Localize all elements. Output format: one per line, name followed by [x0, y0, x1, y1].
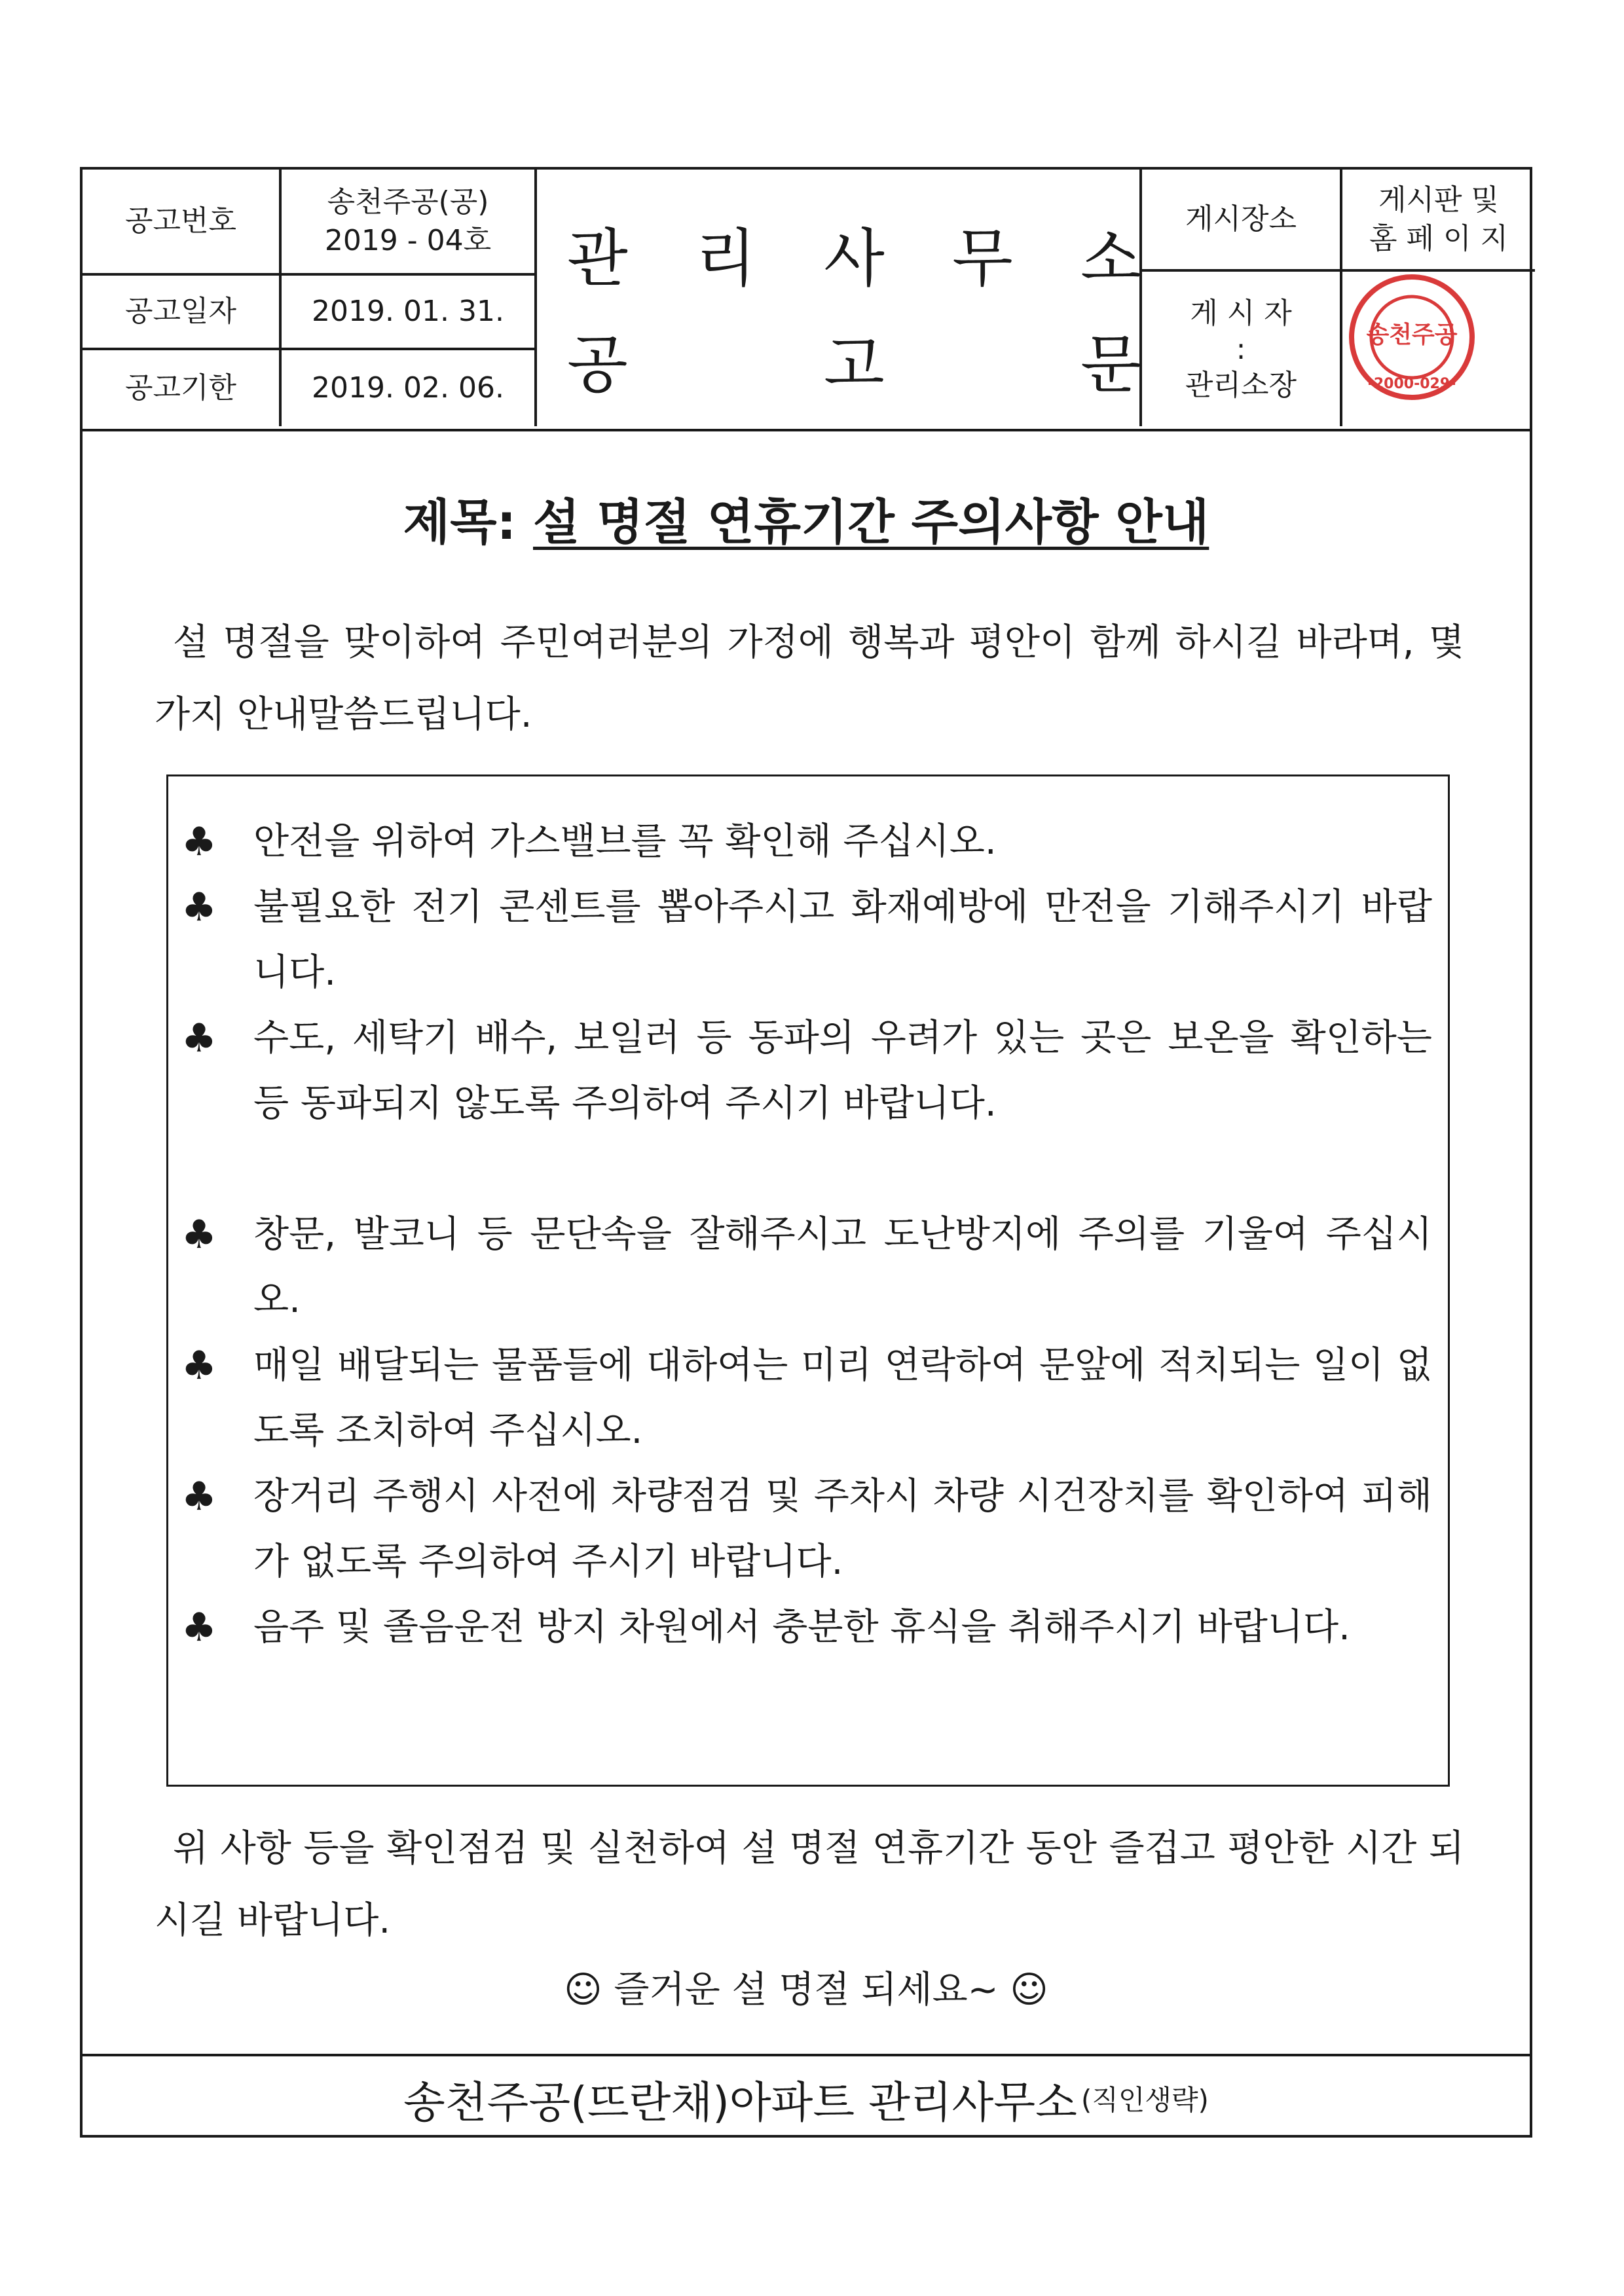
- post-place-line1: 게시판 및: [1378, 183, 1499, 217]
- list-item-text: 매일 배달되는 물품들에 대하여는 미리 연락하여 문앞에 적치되는 일이 없도록 조치하여 주십시오.: [253, 1344, 1432, 1452]
- club-bullet-icon: ♣: [181, 1015, 217, 1061]
- notice-subject: [83, 484, 1530, 553]
- post-place-value: [1342, 170, 1535, 269]
- notice-no-line2: 2019 - 04호: [324, 224, 492, 257]
- office-title-char: 리: [695, 222, 756, 295]
- notice-no-line1: 송천주공(공): [327, 185, 489, 219]
- list-item-text: 안전을 위하여 가스밸브를 꼭 확인해 주십시오.: [253, 820, 997, 863]
- office-title-char: 관: [567, 222, 628, 295]
- club-bullet-icon: ♣: [181, 1605, 217, 1650]
- office-title: [567, 209, 1141, 295]
- seal-text-top: 송천주공: [1366, 321, 1458, 348]
- club-bullet-icon: ♣: [181, 884, 217, 930]
- club-bullet-icon: ♣: [181, 1474, 217, 1520]
- club-bullet-icon: ♣: [181, 1343, 217, 1389]
- office-title-char: 무: [952, 222, 1013, 295]
- post-place-line2: 홈 페 이 지: [1369, 222, 1508, 255]
- official-seal: [1346, 272, 1477, 403]
- notice-period-label: 공고기한: [124, 371, 236, 405]
- notice-no-value: [282, 170, 534, 273]
- list-item-text: 장거리 주행시 사전에 차량점검 및 주차시 차량 시건장치를 확인하여 피해가 없도록 주의하여 주시기 바랍니다.: [253, 1475, 1432, 1583]
- notice-title-char: 고: [824, 328, 885, 401]
- office-title-char: 소: [1080, 222, 1141, 295]
- greeting: ☺ 즐거운 설 명절 되세요~ ☺: [564, 1969, 1048, 2011]
- notice-title-char: 공: [567, 328, 628, 401]
- poster-label: 게 시 자: [1190, 296, 1292, 330]
- divider: [534, 170, 537, 426]
- post-place-label: 게시장소: [1185, 202, 1297, 236]
- footer: [83, 2054, 1530, 2140]
- notice-title: [567, 315, 1141, 401]
- club-bullet-icon: ♣: [181, 819, 217, 865]
- seal-text-bottom: -2000-029-: [1367, 376, 1456, 392]
- caution-list: [166, 774, 1450, 1787]
- list-item-text: 수도, 세탁기 배수, 보일러 등 동파의 우려가 있는 곳은 보온을 확인하는 등 동파되지 않도록 주의하여 주시기 바랍니다.: [253, 1017, 1432, 1125]
- list-item-text: 창문, 발코니 등 문단속을 잘해주시고 도난방지에 주의를 기울여 주십시오.: [253, 1213, 1432, 1321]
- office-title-char: 사: [824, 222, 885, 295]
- footer-note: (직인생략): [1080, 2084, 1209, 2116]
- intro-paragraph: 설 명절을 맞이하여 주민여러분의 가정에 행복과 평안이 함께 하시길 바라며, 몇가지 안내말씀드립니다.: [155, 621, 1464, 736]
- header-table: [83, 170, 1530, 431]
- subject-text: 설 명절 연휴기간 주의사항 안내: [532, 494, 1209, 551]
- poster-colon: :: [1236, 332, 1246, 366]
- footer-office: 송천주공(뜨란채)아파트 관리사무소: [403, 2077, 1077, 2128]
- notice-date-value: 2019. 01. 31.: [312, 295, 504, 329]
- notice-title-char: 문: [1080, 328, 1141, 401]
- club-bullet-icon: ♣: [181, 1212, 217, 1258]
- list-item-text: 불필요한 전기 콘센트를 뽑아주시고 화재예방에 만전을 기해주시기 바랍니다.: [253, 886, 1432, 994]
- notice-no-label: 공고번호: [124, 204, 236, 238]
- poster-value: 관리소장: [1185, 368, 1297, 402]
- notice-period-value: 2019. 02. 06.: [312, 371, 504, 405]
- poster: [1142, 272, 1340, 426]
- notice-date-label: 공고일자: [124, 295, 236, 329]
- notice-frame: [80, 167, 1532, 2138]
- subject-prefix: 제목:: [403, 494, 517, 551]
- list-item-text: 음주 및 졸음운전 방지 차원에서 충분한 휴식을 취해주시기 바랍니다.: [253, 1606, 1350, 1649]
- outro-paragraph: 위 사항 등을 확인점검 및 실천하여 설 명절 연휴기간 동안 즐겁고 평안한 시간 되시길 바랍니다.: [155, 1827, 1464, 1942]
